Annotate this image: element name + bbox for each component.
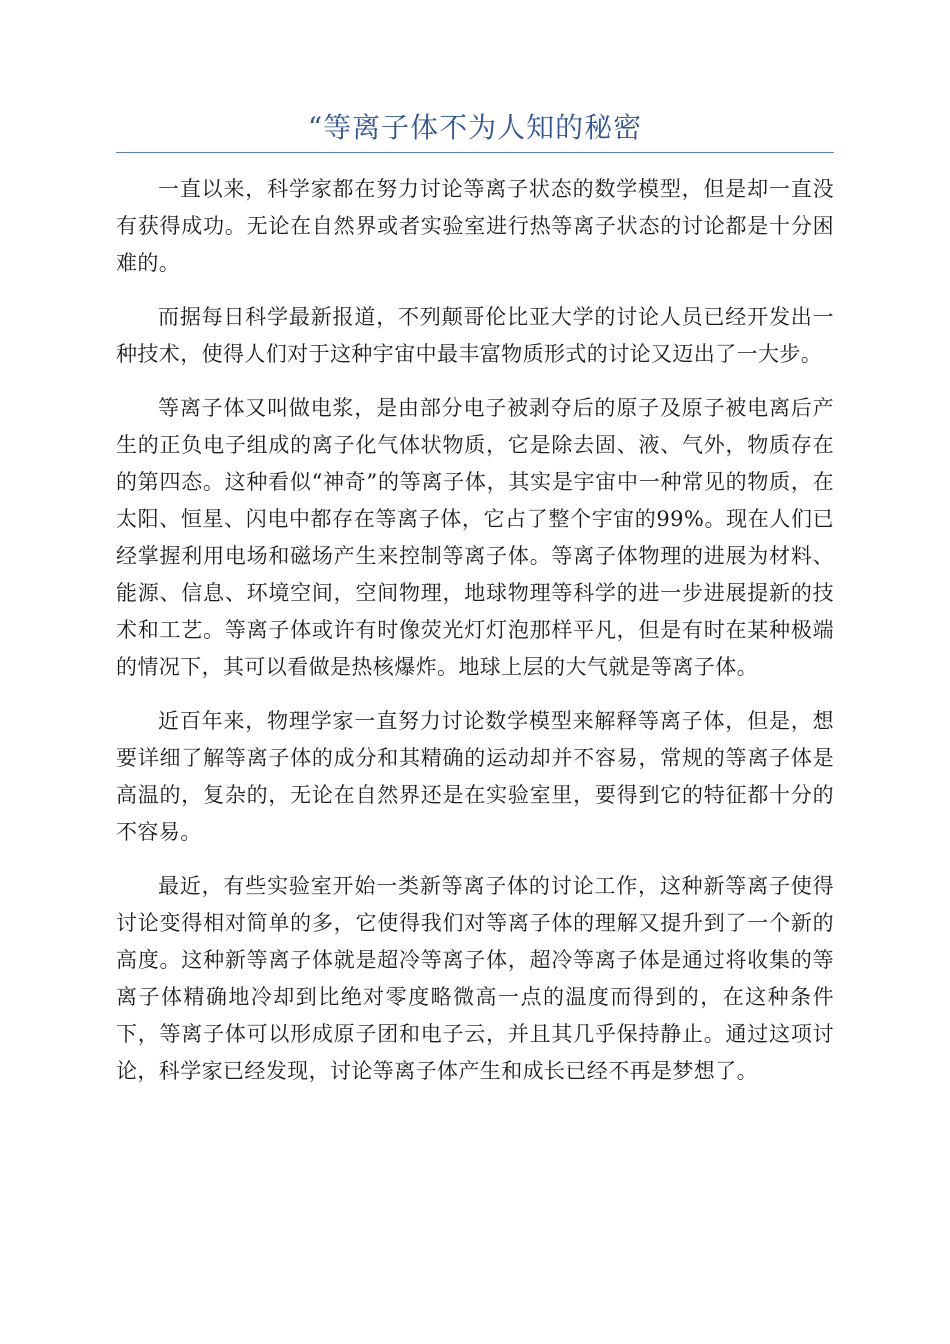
paragraph-5: 最近，有些实验室开始一类新等离子体的讨论工作，这种新等离子使得讨论变得相对简单的多，它使得我们对等离子体的理解又提升到了一个新的高度。这种新等离子体就是超冷等离子体，超冷等离子体是通过将收集的等离子体精确地冷却到比绝对零度略微高一点的温度而得到的，在这种条件下，等离子体可以形成原子团和电子云，并且其几乎保持静止。通过这项讨论，科学家已经发现，讨论等离子体产生和成长已经不再是梦想了。 xyxy=(116,874,834,1083)
document-body xyxy=(116,171,834,1090)
paragraph-1: 一直以来，科学家都在努力讨论等离子状态的数学模型，但是却一直没有获得成功。无论在自然界或者实验室进行热等离子状态的讨论都是十分困难的。 xyxy=(116,177,834,275)
document-title: “等离子体不为人知的秘密 xyxy=(116,108,834,153)
paragraph-3: 等离子体又叫做电浆，是由部分电子被剥夺后的原子及原子被电离后产生的正负电子组成的离子化气体状物质，它是除去固、液、气外，物质存在的第四态。这种看似“神奇”的等离子体，其实是宇宙中一种常见的物质，在太阳、恒星、闪电中都存在等离子体，它占了整个宇宙的99%。现在人们已经掌握利用电场和磁场产生来控制等离子体。等离子体物理的进展为材料、能源、信息、环境空间，空间物理，地球物理等科学的进一步进展提新的技术和工艺。等离子体或许有时像荧光灯灯泡那样平凡，但是有时在某种极端的情况下，其可以看做是热核爆炸。地球上层的大气就是等离子体。 xyxy=(116,396,834,679)
paragraph-2: 而据每日科学最新报道，不列颠哥伦比亚大学的讨论人员已经开发出一种技术，使得人们对于这种宇宙中最丰富物质形式的讨论又迈出了一大步。 xyxy=(116,305,834,366)
document-page xyxy=(116,108,834,1107)
paragraph-4: 近百年来，物理学家一直努力讨论数学模型来解释等离子体，但是，想要详细了解等离子体的成分和其精确的运动却并不容易，常规的等离子体是高温的，复杂的，无论在自然界还是在实验室里，要得到它的特征都十分的不容易。 xyxy=(116,709,834,844)
